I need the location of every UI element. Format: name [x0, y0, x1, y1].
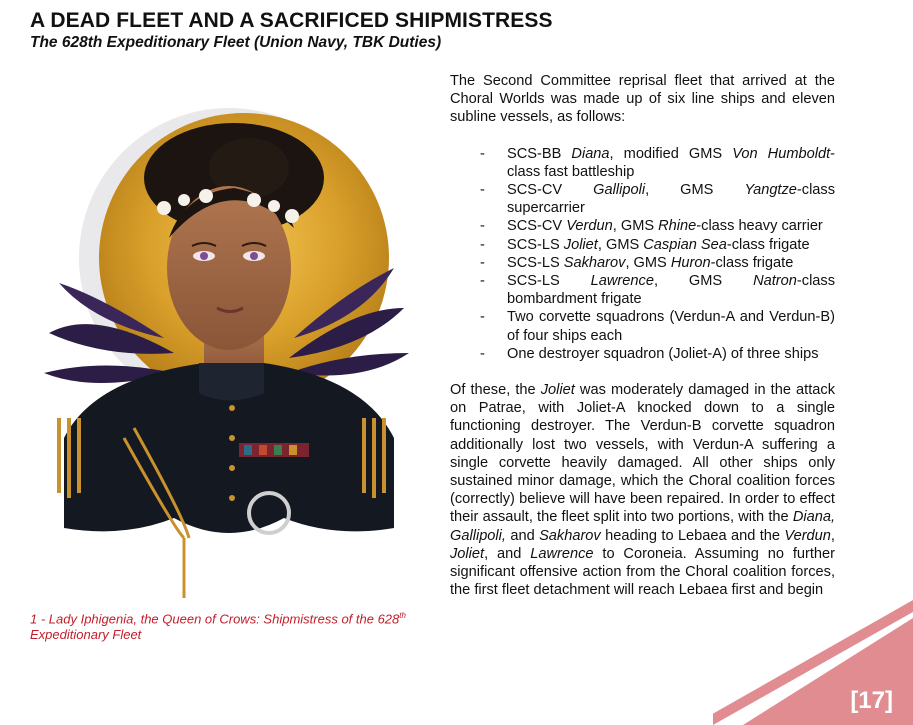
- damage-paragraph: [450, 381, 835, 599]
- intro-paragraph: The Second Committee reprisal fleet that arrived at the Choral Worlds was made up of six line ships and eleven subline vessels, as follows:: [450, 73, 835, 126]
- list-dash: -: [480, 236, 485, 253]
- list-italic: Verdun: [566, 218, 613, 235]
- list-item: [450, 181, 835, 217]
- list-item: [450, 272, 835, 308]
- caption-superscript: th: [399, 611, 406, 620]
- list-dash: -: [480, 218, 485, 235]
- list-italic: Lawrence: [590, 273, 654, 290]
- list-text: , GMS: [625, 254, 671, 271]
- list-italic: Caspian Sea: [643, 236, 727, 253]
- para-italic: Joliet: [450, 545, 485, 562]
- list-text: -class supercarrier: [507, 182, 836, 217]
- list-italic: Rhine: [658, 218, 697, 235]
- para-italic: Lawrence: [530, 545, 594, 562]
- list-italic: Von Humboldt: [732, 145, 831, 162]
- list-text: SCS-LS: [507, 236, 564, 253]
- list-italic: Sakharov: [563, 254, 626, 271]
- list-item: [450, 145, 835, 181]
- list-text: , modified GMS: [609, 145, 733, 162]
- main-text-column: [450, 72, 835, 599]
- figure-caption: [30, 608, 420, 643]
- list-text: , GMS: [645, 182, 745, 199]
- para-text: was moderately damaged in the attack on Patrae, with Joliet-A knocked down to a single functioning destroyer. The Verdun-B corvette squadron additionally lost two vessels, with Verdun-A suffering a single corvette heavily damaged. All other ships only sustained minor damage, which the Choral coalition forces (correctly) believe will have been repaired. In order to effect their assault, the fleet split into two portions, with the: [450, 382, 835, 526]
- list-text: SCS-BB: [507, 145, 572, 162]
- list-text: -class frigate: [726, 236, 810, 253]
- para-italic: Sakharov: [539, 527, 601, 544]
- list-text: SCS-LS: [507, 273, 591, 290]
- para-text: Of these, the: [450, 382, 541, 399]
- list-dash: -: [480, 309, 485, 326]
- list-dash: -: [480, 254, 485, 271]
- para-text: to Coroneia. Assuming no further significant offensive action from the Choral coalition forces, the first fleet detachment will reach Lebaea first and begin: [450, 545, 836, 599]
- list-dash: -: [480, 273, 485, 290]
- list-item: [450, 345, 835, 363]
- list-text: -class bombardment frigate: [507, 273, 836, 308]
- list-dash: -: [480, 145, 485, 162]
- list-text: SCS-LS: [507, 254, 564, 271]
- list-item: [450, 308, 835, 344]
- caption-text: - Lady Iphigenia, the Queen of Crows: Shipmistress of the 628: [37, 611, 400, 627]
- list-italic: Huron: [670, 254, 711, 271]
- para-text: and: [505, 527, 540, 544]
- para-text: ,: [830, 527, 835, 544]
- caption-text-end: Expeditionary Fleet: [30, 627, 142, 643]
- list-italic: Joliet: [563, 236, 598, 253]
- list-text: One destroyer squadron (Joliet-A) of three ships: [507, 345, 819, 362]
- list-text: Two corvette squadrons (Verdun-A and Verdun-B) of four ships each: [507, 309, 835, 344]
- fleet-list: [450, 145, 835, 363]
- list-italic: Yangtze: [744, 182, 797, 199]
- list-item: [450, 217, 835, 235]
- list-text: -class frigate: [710, 254, 794, 271]
- list-dash: -: [480, 345, 485, 362]
- para-text: , and: [484, 545, 531, 562]
- para-italic: Diana, Gallipoli,: [450, 509, 835, 544]
- list-text: -class fast battleship: [507, 145, 836, 180]
- list-italic: Diana: [571, 145, 610, 162]
- list-italic: Natron: [753, 273, 797, 290]
- list-text: , GMS: [653, 273, 754, 290]
- para-italic: Joliet: [540, 382, 575, 399]
- page-title: A DEAD FLEET AND A SACRIFICED SHIPMISTRESS: [30, 9, 553, 32]
- para-text: heading to Lebaea and the: [600, 527, 785, 544]
- caption-number: 1: [30, 611, 38, 627]
- list-text: SCS-CV: [507, 182, 594, 199]
- page-number: [17]: [850, 687, 893, 714]
- list-item: [450, 236, 835, 254]
- list-italic: Gallipoli: [593, 182, 646, 199]
- list-text: , GMS: [597, 236, 644, 253]
- portrait-illustration: [34, 108, 414, 608]
- para-italic: Verdun: [784, 527, 831, 544]
- list-text: , GMS: [612, 218, 659, 235]
- list-text: SCS-CV: [507, 218, 567, 235]
- page-subtitle: The 628th Expeditionary Fleet (Union Navy, TBK Duties): [30, 34, 442, 51]
- list-text: -class heavy carrier: [696, 218, 823, 235]
- list-item: [450, 254, 835, 272]
- list-dash: -: [480, 182, 485, 199]
